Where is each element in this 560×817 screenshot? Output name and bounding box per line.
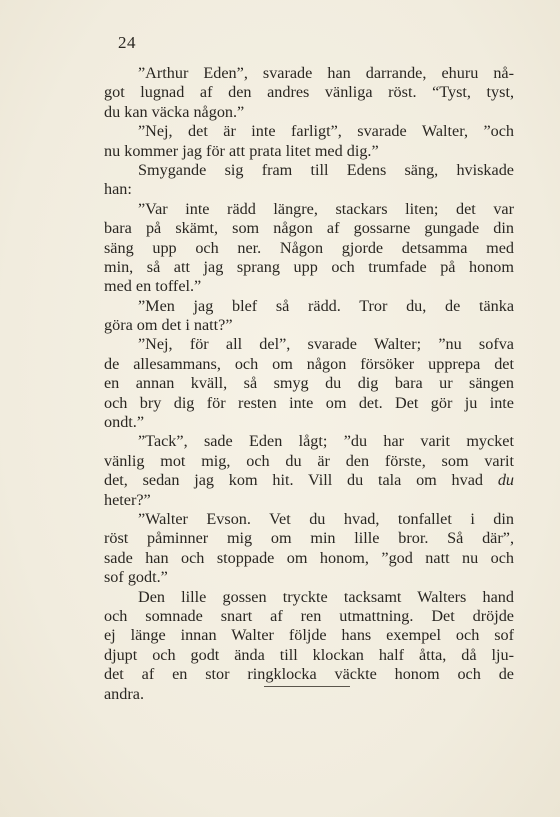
text-line: nu kommer jag för att prata litet med dig.” <box>104 141 379 160</box>
text-line: ”Tack”, sade Eden lågt; ”du har varit mycket <box>138 432 514 451</box>
text-line: andra. <box>104 684 144 703</box>
text-line: de allesammans, och om någon försöker upprepa det <box>104 354 514 373</box>
text-line: ”Walter Evson. Vet du hvad, tonfallet i din <box>138 509 514 528</box>
text-line: göra om det i natt?” <box>104 316 233 335</box>
text-line: Smygande sig fram till Edens säng, hviskade <box>138 160 514 179</box>
text-line: en annan kväll, så smyg du dig bara ur sängen <box>104 374 514 393</box>
text-line: ”Var inte rädd längre, stackars liten; det var <box>138 199 514 218</box>
text-line: ondt.” <box>104 413 145 432</box>
text-line: du kan väcka någon.” <box>104 102 245 121</box>
text-line: ”Nej, det är inte farligt”, svarade Walter, ”och <box>138 122 514 141</box>
text-line: sade han och stoppade om honom, ”god natt nu och <box>104 548 514 567</box>
text-line: det, sedan jag kom hit. Vill du tala om hvad du <box>104 471 514 490</box>
text-line: ”Nej, för all del”, svarade Walter; ”nu sofva <box>138 335 514 354</box>
text-line: heter?” <box>104 490 151 509</box>
text-line: ”Men jag blef så rädd. Tror du, de tänka <box>138 296 514 315</box>
text-line: säng upp och ner. Någon gjorde detsamma med <box>104 238 514 257</box>
text-line: röst påminner mig om min lille bror. Så där”, <box>104 529 514 548</box>
text-line: Den lille gossen tryckte tacksamt Walters hand <box>138 587 514 606</box>
text-line: vänlig mot mig, och du är den förste, som varit <box>104 451 514 470</box>
text-line: sof godt.” <box>104 568 168 587</box>
text-line: bara på skämt, som någon af gossarne gungade din <box>104 219 514 238</box>
text-line: djupt och godt ända till klockan half åtta, då lju- <box>104 645 514 664</box>
text-line: och bry dig för resten inte om det. Det gör ju inte <box>104 393 514 412</box>
text-line: med en toffel.” <box>104 277 202 296</box>
text-line: ”Arthur Eden”, svarade han darrande, ehuru nå- <box>138 64 514 82</box>
text-line: ej länge innan Walter följde hans exempel och sof <box>104 626 514 645</box>
text-line: det af en stor ringklocka väckte honom och de <box>104 665 514 684</box>
text-line: han: <box>104 180 132 199</box>
section-divider <box>264 686 350 687</box>
text-line: och somnade snart af ren utmattning. Det dröjde <box>104 606 514 625</box>
emphasis: du <box>497 471 514 490</box>
body-text <box>104 64 514 704</box>
page-number: 24 <box>118 33 136 52</box>
text-line: got lugnad af den andres vänliga röst. “Tyst, tyst, <box>104 83 514 102</box>
text-line: min, så att jag sprang upp och trumfade på honom <box>104 257 514 276</box>
